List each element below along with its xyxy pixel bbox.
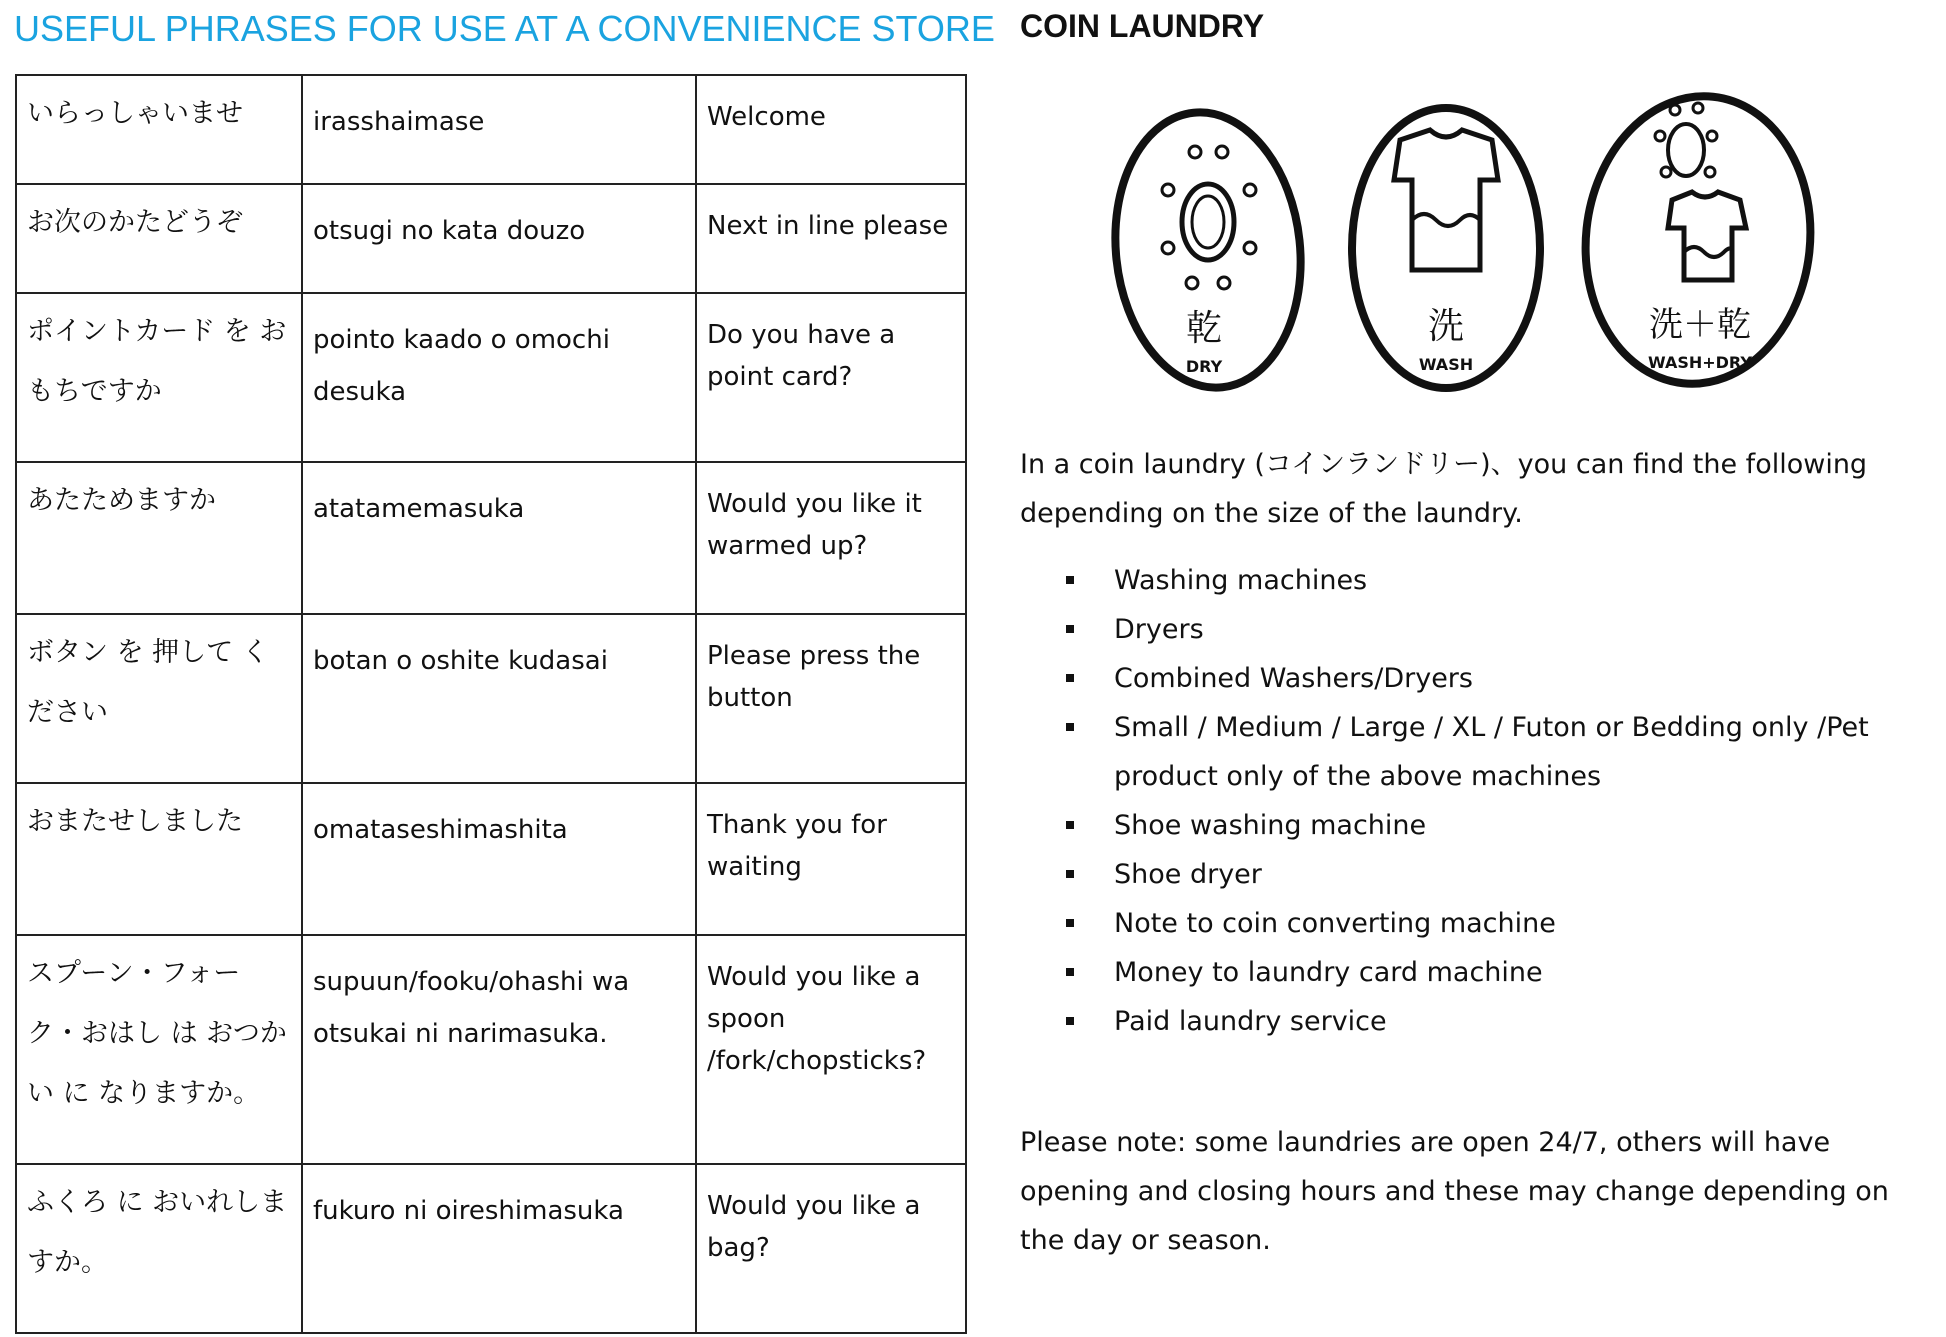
laundry-list xyxy=(1062,556,1922,1046)
table-row xyxy=(16,462,966,614)
list-item-text: Paid laundry service xyxy=(1114,1006,1387,1037)
list-item xyxy=(1062,556,1922,605)
wash-kanji: 洗 xyxy=(1427,306,1465,347)
romaji-cell: pointo kaado o omochi desuka xyxy=(302,293,696,462)
laundry-symbols xyxy=(1100,80,1840,420)
dry-label: DRY xyxy=(1185,357,1223,376)
japanese-cell: あたためますか xyxy=(16,462,302,614)
list-item xyxy=(1062,801,1922,850)
bullet-icon xyxy=(1066,625,1074,633)
phrases-title: USEFUL PHRASES FOR USE AT A CONVENIENCE STORE xyxy=(14,8,995,49)
table-row xyxy=(16,293,966,462)
list-item-text: Shoe washing machine xyxy=(1114,810,1427,841)
romaji-cell: botan o oshite kudasai xyxy=(302,614,696,783)
bullet-icon xyxy=(1066,968,1074,976)
table-row xyxy=(16,935,966,1164)
list-item xyxy=(1062,703,1922,801)
laundry-intro: In a coin laundry (コインランドリー)、you can find the following depending on the size of the laundry. xyxy=(1020,449,1868,529)
japanese-cell: ポイントカード を おもちですか xyxy=(16,293,302,462)
japanese-cell: ボタン を 押して ください xyxy=(16,614,302,783)
list-item-text: Money to laundry card machine xyxy=(1114,957,1543,988)
english-cell: Next in line please xyxy=(696,184,966,293)
list-item-text: Washing machines xyxy=(1114,565,1368,596)
dry-kanji: 乾 xyxy=(1185,308,1223,349)
list-item xyxy=(1062,605,1922,654)
english-cell: Do you have a point card? xyxy=(696,293,966,462)
japanese-cell: おまたせしました xyxy=(16,783,302,935)
romaji-cell: atatamemasuka xyxy=(302,462,696,614)
english-cell: Would you like a bag? xyxy=(696,1164,966,1333)
phrases-table xyxy=(15,74,967,1334)
table-row xyxy=(16,75,966,184)
table-row xyxy=(16,184,966,293)
japanese-cell: お次のかたどうぞ xyxy=(16,184,302,293)
japanese-cell: スプーン・フォーク・おはし は おつかい に なりますか。 xyxy=(16,935,302,1164)
english-cell: Thank you for waiting xyxy=(696,783,966,935)
laundry-note: Please note: some laundries are open 24/7, others will have opening and closing hours and these may change depending on the day or season. xyxy=(1020,1127,1889,1256)
dry-icon xyxy=(1102,103,1314,397)
bullet-icon xyxy=(1066,674,1074,682)
bullet-icon xyxy=(1066,1017,1074,1025)
list-item-text: Combined Washers/Dryers xyxy=(1114,663,1473,694)
table-row xyxy=(16,783,966,935)
list-item-text: Dryers xyxy=(1114,614,1204,645)
list-item xyxy=(1062,899,1922,948)
bullet-icon xyxy=(1066,870,1074,878)
laundry-title: COIN LAUNDRY xyxy=(1020,8,1265,44)
romaji-cell: supuun/fooku/ohashi wa otsukai ni narimasuka. xyxy=(302,935,696,1164)
list-item-text: Note to coin converting machine xyxy=(1114,908,1556,939)
wash-dry-kanji: 洗＋乾 xyxy=(1649,305,1751,345)
list-item-text: Shoe dryer xyxy=(1114,859,1262,890)
list-item xyxy=(1062,850,1922,899)
english-cell: Would you like a spoon /fork/chopsticks? xyxy=(696,935,966,1164)
table-row xyxy=(16,614,966,783)
wash-dry-icon xyxy=(1572,85,1825,395)
english-cell: Welcome xyxy=(696,75,966,184)
bullet-icon xyxy=(1066,576,1074,584)
list-item xyxy=(1062,654,1922,703)
bullet-icon xyxy=(1066,723,1074,731)
list-item xyxy=(1062,997,1922,1046)
wash-icon xyxy=(1352,108,1540,388)
japanese-cell: いらっしゃいませ xyxy=(16,75,302,184)
romaji-cell: irasshaimase xyxy=(302,75,696,184)
bullet-icon xyxy=(1066,821,1074,829)
wash-dry-label: WASH+DRY xyxy=(1648,353,1752,372)
table-row xyxy=(16,1164,966,1333)
english-cell: Please press the button xyxy=(696,614,966,783)
romaji-cell: omataseshimashita xyxy=(302,783,696,935)
romaji-cell: otsugi no kata douzo xyxy=(302,184,696,293)
bullet-icon xyxy=(1066,919,1074,927)
english-cell: Would you like it warmed up? xyxy=(696,462,966,614)
list-item xyxy=(1062,948,1922,997)
wash-label: WASH xyxy=(1418,355,1474,374)
list-item-text: Small / Medium / Large / XL / Futon or Bedding only /Pet product only of the above machines xyxy=(1114,712,1869,792)
romaji-cell: fukuro ni oireshimasuka xyxy=(302,1164,696,1333)
japanese-cell: ふくろ に おいれしますか。 xyxy=(16,1164,302,1333)
